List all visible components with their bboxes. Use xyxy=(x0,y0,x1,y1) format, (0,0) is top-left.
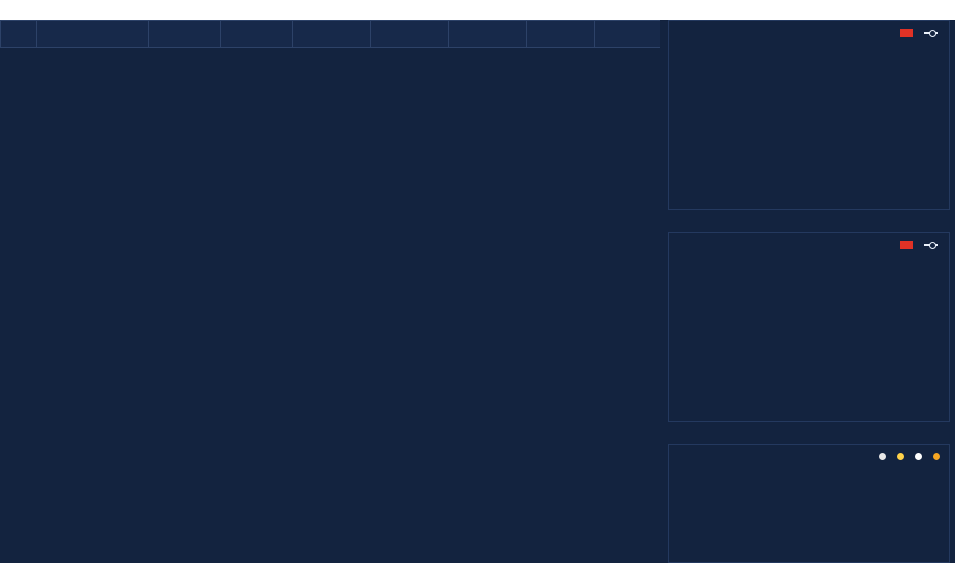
metrics-table xyxy=(0,20,660,48)
col-avg15 xyxy=(371,21,449,48)
main-table-panel[interactable] xyxy=(0,20,660,563)
chart-cull-sales-volume-price[interactable] xyxy=(668,232,950,422)
col-avg7 xyxy=(293,21,371,48)
col-month-to-date xyxy=(527,21,595,48)
topbar xyxy=(0,0,955,20)
chart3-plot xyxy=(669,445,949,562)
chart1-plot xyxy=(669,21,949,209)
col-avg30 xyxy=(449,21,527,48)
col-year-to-date xyxy=(595,21,661,48)
chart-24week-mortality[interactable] xyxy=(668,444,950,563)
chart-pig-sales-volume-price[interactable] xyxy=(668,20,950,210)
col-today xyxy=(149,21,221,48)
table-header-row xyxy=(1,21,661,48)
col-yesterday xyxy=(221,21,293,48)
col-item xyxy=(37,21,149,48)
col-index xyxy=(1,21,37,48)
chart2-plot xyxy=(669,233,949,421)
